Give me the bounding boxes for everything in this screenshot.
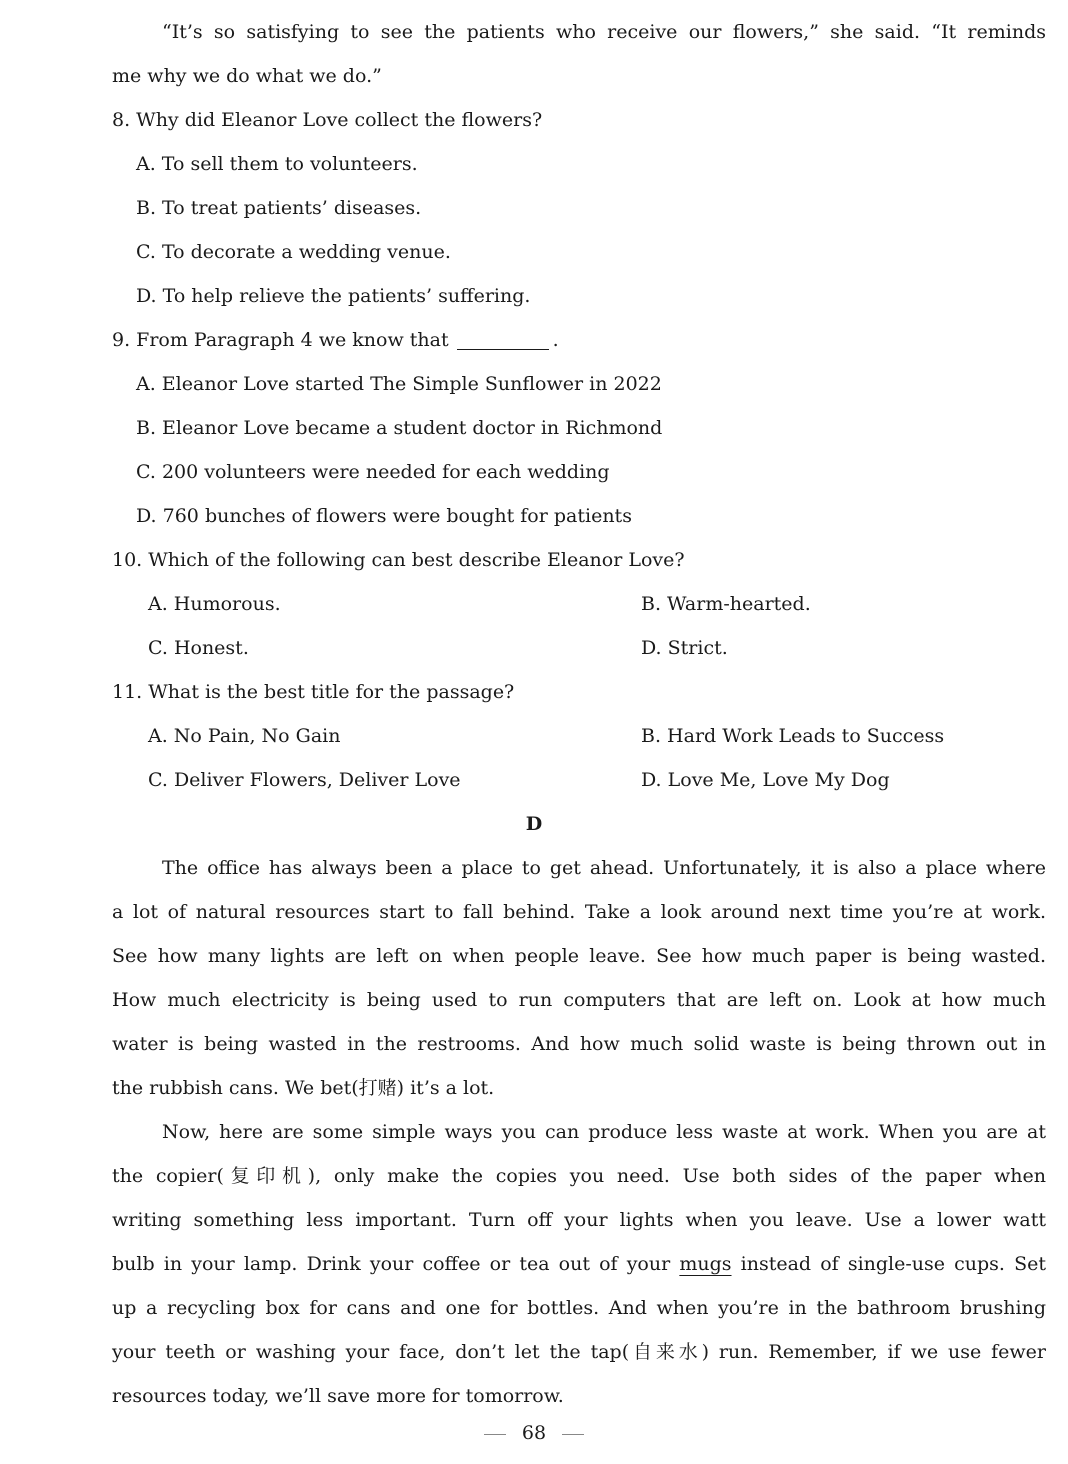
- question-8-option-d: D. To help relieve the patients’ suffering.: [136, 285, 531, 307]
- question-8-stem: 8. Why did Eleanor Love collect the flowers?: [112, 109, 543, 131]
- paragraph-2-line: your teeth or washing your face, don’t let the tap(自来水) run. Remember, if we use fewer: [112, 1341, 1046, 1363]
- underlined-word: mugs: [679, 1253, 732, 1275]
- question-11-option-c: C. Deliver Flowers, Deliver Love: [148, 769, 461, 791]
- question-10-option-d: D. Strict.: [641, 637, 728, 659]
- footer-dash-left: [484, 1434, 506, 1435]
- question-11-option-b: B. Hard Work Leads to Success: [641, 725, 945, 747]
- page-number: 68: [521, 1422, 547, 1444]
- section-heading: D: [525, 813, 543, 835]
- paragraph-2-line-part: instead of single-use cups. Set: [740, 1253, 1047, 1275]
- question-10-stem: 10. Which of the following can best describe Eleanor Love?: [112, 549, 685, 571]
- question-9-option-b: B. Eleanor Love became a student doctor in Richmond: [136, 417, 663, 439]
- paragraph-2-line: writing something less important. Turn off your lights when you leave. Use a lower watt: [112, 1209, 1046, 1231]
- question-11-stem: 11. What is the best title for the passage?: [112, 681, 515, 703]
- intro-line-2: me why we do what we do.”: [112, 65, 382, 87]
- question-11-option-d: D. Love Me, Love My Dog: [641, 769, 890, 791]
- question-8-option-c: C. To decorate a wedding venue.: [136, 241, 451, 263]
- question-8-option-b: B. To treat patients’ diseases.: [136, 197, 422, 219]
- paragraph-1-line: The office has always been a place to get ahead. Unfortunately, it is also a place where: [162, 857, 1046, 879]
- question-9-option-d: D. 760 bunches of flowers were bought for patients: [136, 505, 632, 527]
- paragraph-2-line-part: bulb in your lamp. Drink your coffee or tea out of your: [112, 1253, 671, 1275]
- question-8-option-a: A. To sell them to volunteers.: [136, 153, 418, 175]
- paragraph-1-line: water is being wasted in the restrooms. And how much solid waste is being thrown out in: [112, 1033, 1046, 1055]
- question-9-stem-end: .: [552, 329, 559, 351]
- paragraph-1-line: How much electricity is being used to run computers that are left on. Look at how much: [112, 989, 1046, 1011]
- question-9-option-a: A. Eleanor Love started The Simple Sunflower in 2022: [136, 373, 662, 395]
- intro-line-1: “It’s so satisfying to see the patients who receive our flowers,” she said. “It reminds: [162, 21, 1046, 43]
- footer-dash-right: [562, 1434, 584, 1435]
- paragraph-1-line: the rubbish cans. We bet(打赌) it’s a lot.: [112, 1077, 495, 1099]
- paragraph-2-line: the copier(复印机), only make the copies you need. Use both sides of the paper when: [112, 1165, 1046, 1187]
- page-footer: [0, 1420, 1068, 1446]
- question-10-option-c: C. Honest.: [148, 637, 249, 659]
- question-9-option-c: C. 200 volunteers were needed for each wedding: [136, 461, 610, 483]
- paragraph-2-line: Now, here are some simple ways you can produce less waste at work. When you are at: [162, 1121, 1046, 1143]
- paragraph-1-line: a lot of natural resources start to fall behind. Take a look around next time you’re at work.: [112, 901, 1046, 923]
- answer-blank: [457, 348, 549, 350]
- question-9-stem-text: 9. From Paragraph 4 we know that: [112, 329, 449, 351]
- question-10-option-b: B. Warm-hearted.: [641, 593, 811, 615]
- question-10-option-a: A. Humorous.: [148, 593, 281, 615]
- question-9-stem: [112, 327, 1046, 353]
- paragraph-2-line: up a recycling box for cans and one for bottles. And when you’re in the bathroom brushing: [112, 1297, 1046, 1319]
- question-11-option-a: A. No Pain, No Gain: [148, 725, 341, 747]
- paragraph-2-line: [112, 1251, 1046, 1277]
- paragraph-2-line: resources today, we’ll save more for tomorrow.: [112, 1385, 564, 1407]
- paragraph-1-line: See how many lights are left on when people leave. See how much paper is being wasted.: [112, 945, 1046, 967]
